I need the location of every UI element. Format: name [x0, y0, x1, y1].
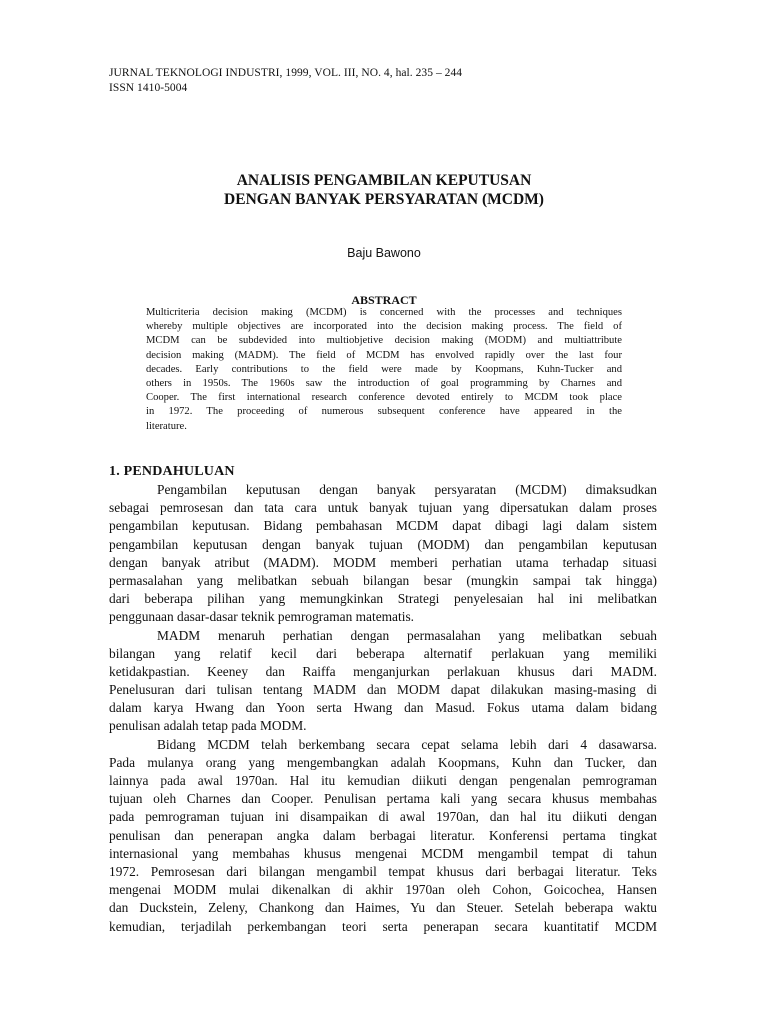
- paragraph-line: kemudian, terjadilah perkembangan teori serta penerapan secara kuantitatif MCDM: [109, 918, 657, 934]
- paragraph-line: permasalahan yang melibatkan sebuah bilangan besar (mungkin sampai tak hingga): [109, 572, 657, 588]
- paper-title-line-1: ANALISIS PENGAMBILAN KEPUTUSAN: [236, 172, 532, 189]
- issn-line: ISSN 1410-5004: [109, 82, 188, 94]
- paragraph-line: pengambilan keputusan dengan banyak tujuan (MODM) dan pengambilan keputusan: [109, 536, 657, 552]
- paragraph-line: MADM menaruh perhatian dengan permasalahan yang melibatkan sebuah: [157, 627, 657, 643]
- paper-title-line-2: DENGAN BANYAK PERSYARATAN (MCDM): [224, 191, 544, 208]
- abstract-line: literature.: [146, 420, 187, 432]
- abstract-line: whereby multiple objectives are incorporated into the decision making process. The field of: [146, 321, 622, 333]
- section-body: [109, 481, 657, 936]
- paragraph-line: 1972. Pemrosesan dari bilangan mengambil tempat khusus dari berbagai literatur. Teks: [109, 863, 657, 879]
- paragraph-line: sebagai pemrosesan dan tata cara untuk banyak tujuan yang dipersatukan dalam proses: [109, 500, 657, 516]
- abstract-line: decades. Early contributions to the field were made by Koopmans, Kuhn-Tucker and: [146, 363, 622, 375]
- paragraph-line: penulisan adalah tetap pada MODM.: [109, 718, 307, 734]
- abstract-line: in 1972. The proceeding of numerous subsequent conference have appeared in the: [146, 406, 622, 418]
- paragraph-line: penggunaan dasar-dasar teknik pemrograman matematis.: [109, 609, 414, 625]
- paragraph-line: ketidakpastian. Keeney dan Raiffa menganjurkan perlakuan khusus dari MADM.: [109, 663, 657, 679]
- abstract-body: [146, 306, 622, 434]
- paragraph-line: dan Duckstein, Zeleny, Chankong dan Haimes, Yu dan Steuer. Setelah beberapa waktu: [109, 900, 657, 916]
- abstract-line: Multicriteria decision making (MCDM) is concerned with the processes and techniques: [146, 307, 622, 318]
- abstract-line: Cooper. The first international research conference devoted entirely to MCDM took place: [146, 392, 622, 404]
- paragraph-line: penulisan dan penerapan angka dalam berbagai literatur. Konferensi pertama tingkat: [109, 827, 657, 843]
- paragraph-line: pada pemrograman tujuan ini disampaikan di awal 1970an, dan hal itu diikuti dengan: [109, 809, 657, 825]
- section-heading: 1. PENDAHULUAN: [109, 464, 235, 479]
- paragraph-line: dalam karya Hwang dan Yoon serta Hwang dan Masud. Fokus utama dalam bidang: [109, 700, 657, 716]
- abstract-line: others in 1950s. The 1960s saw the introduction of goal programming by Charnes and: [146, 377, 622, 389]
- paragraph-line: Pengambilan keputusan dengan banyak persyaratan (MCDM) dimaksudkan: [157, 482, 657, 497]
- paragraph-line: lainnya pada awal 1970an. Hal itu kemudian diikuti dengan pengenalan pemrograman: [109, 773, 657, 788]
- paragraph-line: dengan banyak atribut (MADM). MODM memberi perhatian utama terhadap situasi: [109, 554, 657, 570]
- paragraph-line: bilangan yang relatif kecil dari beberapa alternatif perlakuan yang memiliki: [109, 645, 657, 661]
- journal-citation: JURNAL TEKNOLOGI INDUSTRI, 1999, VOL. III, NO. 4, hal. 235 – 244: [109, 67, 463, 79]
- paragraph-line: Pada mulanya orang yang mengembangkan adalah Koopmans, Kuhn dan Tucker, dan: [109, 754, 657, 770]
- paragraph-line: dari beberapa pilihan yang memungkinkan Strategi penyelesaian hal ini melibatkan: [109, 591, 657, 607]
- abstract-heading: ABSTRACT: [351, 293, 417, 307]
- paragraph-line: internasional yang membahas khusus mengenai MCDM mengambil tempat di tahun: [109, 845, 657, 861]
- abstract-line: decision making (MADM). The field of MCDM has envolved rapidly over the last four: [146, 349, 622, 361]
- author-name: Baju Bawono: [347, 246, 421, 260]
- paragraph-line: pengambilan keputusan. Bidang pembahasan MCDM dapat dibagi lagi dalam sistem: [109, 518, 657, 534]
- paragraph-line: mengenai MODM mulai dikenalkan di akhir 1970an oleh Cohon, Goicochea, Hansen: [109, 882, 657, 898]
- abstract-line: MCDM can be subdevided into multiobjetive decision making (MODM) and multiattribute: [146, 335, 622, 347]
- paragraph-line: tujuan oleh Charnes dan Cooper. Penulisan pertama kali yang secara khusus membahas: [109, 791, 657, 807]
- paragraph-line: Penelusuran dari tulisan tentang MADM dan MODM dapat dilakukan masing-masing di: [109, 682, 657, 698]
- paragraph-line: Bidang MCDM telah berkembang secara cepat selama lebih dari 4 dasawarsa.: [157, 736, 657, 752]
